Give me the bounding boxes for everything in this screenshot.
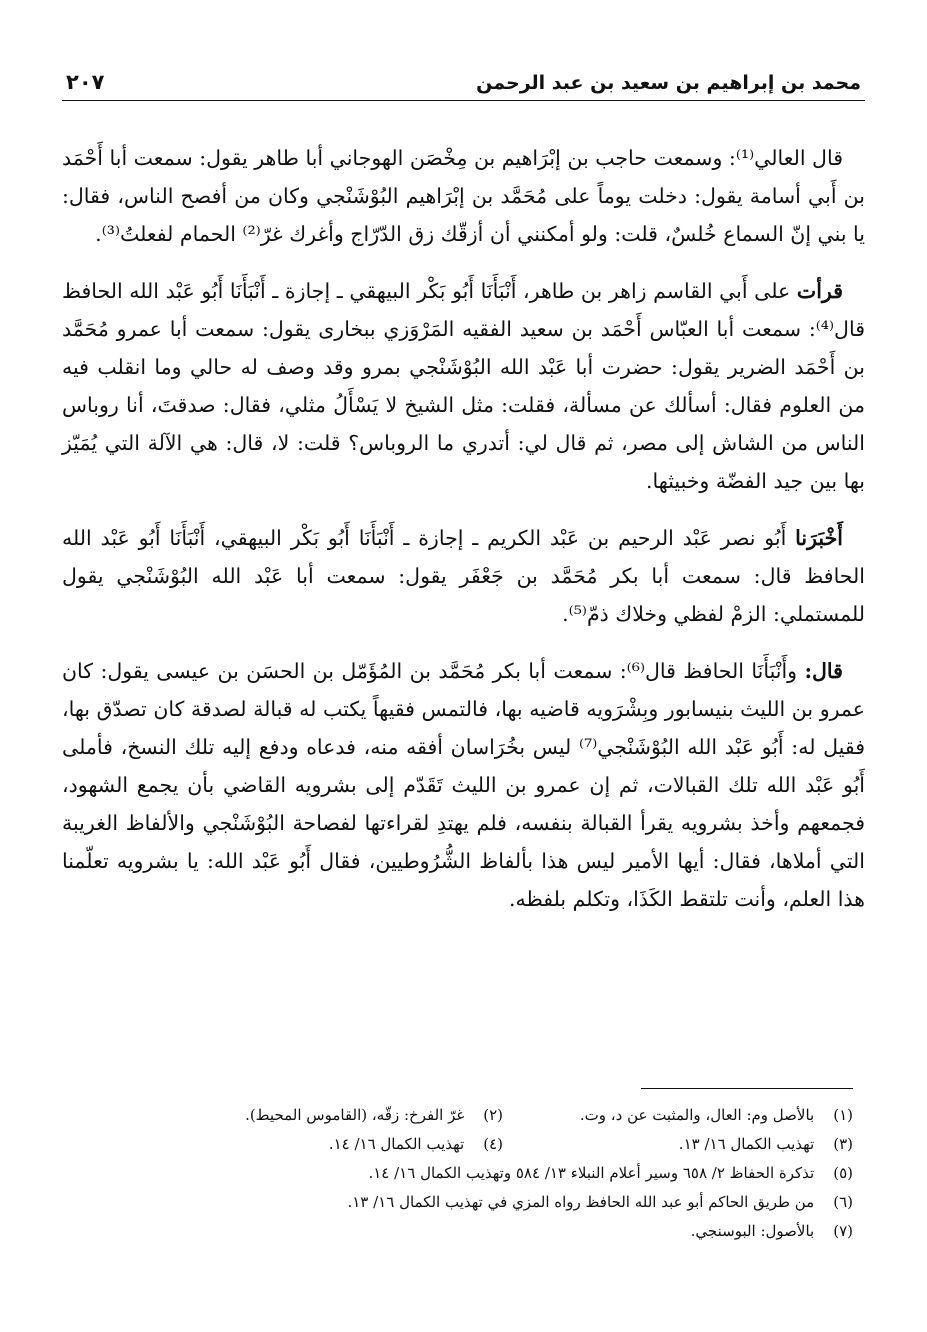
footnote-text: تهذيب الكمال ١٦/ ١٣. [678, 1135, 815, 1153]
footnote-item [62, 1159, 853, 1188]
paragraph [62, 519, 865, 633]
footnote-divider [641, 1088, 853, 1089]
footnote-item [513, 1130, 853, 1159]
footnote-number: (٧) [833, 1222, 853, 1240]
footnote-text: بالأصول: البوسنجي. [690, 1222, 815, 1240]
footnote-text: غرّ الفرخ: زقّه، (القاموس المحيط). [245, 1106, 465, 1124]
footnote-number: (٢) [483, 1106, 503, 1124]
main-text [62, 139, 865, 918]
page-number: ٢٠٧ [66, 70, 105, 94]
paragraph [62, 139, 865, 253]
running-header [62, 56, 865, 101]
footnote-number: (٦) [833, 1193, 853, 1211]
footnote-divider-wrap [62, 1088, 865, 1101]
paragraph-lead: أَخْبَرَنا [795, 526, 843, 550]
footnote-number: (٥) [833, 1164, 853, 1182]
paragraph-text: على أَبي القاسم زاهر بن طاهر، أَنْبَأَنَا أَبُو بَكْر البيهقي ـ إجازة ـ أَنْبَأَنَا أَبُو عَبْد الله الحافظ قال⁽⁴⁾: سمعت أبا العبّاس أَحْمَد بن سعيد الفقيه المَرْوَزي ببخارى يقول: سمعت أبا عمرو مُحَمَّد بن أَحْمَد الضرير يقول: حضرت أبا عَبْد الله البُوْشَنْجي بمرو وقد وصف له حالي وما انقلب فيه من العلوم فقال: أسألك عن مسألة، فقلت: مثل الشيخ لا يَسْأَلُ مثلي، فقال: صدقتَ، أنا روباس الناس من الشاش إلى مصر، ثم قال لي: أتدري ما الروباس؟ قلت: لا، قال: هي الآلة التي يُمَيّز بها بين جيد الفضّة وخبيثها. [62, 279, 865, 493]
footnote-item [62, 1188, 853, 1217]
paragraph-text: وأَنْبَأَنَا الحافظ قال⁽⁶⁾: سمعت أبا بكر مُحَمَّد بن المُؤَمّل بن الحسَن بن عيسى يقول: كان عمرو بن الليث بنيسابور وبِشْرَويه قاضيه بها، فالتمس فقيهاً يكتب له قبالة لصدقة كان تصدّق بها، فقيل له: أَبُو عَبْد الله البُوْشَنْجي⁽⁷⁾ ليس بخُرَاسان أفقه منه، فدعاه ودفع إليه تلك النسخ، فأملى أَبُو عَبْد الله تلك القبالات، ثم إن عمرو بن الليث تَقَدّم إلى بشرويه القاضي بأن يجمع الشهود، فجمعهم وأخذ بشرويه يقرأ القبالة بنفسه، فلم يهتدِ لقراءتها لفصاحة البُوْشَنْجي والألفاظ الغريبة التي أملاها، فقال: أيها الأمير ليس هذا بألفاظ الشُّرُوطيين، فقال أَبُو عَبْد الله: يا بشرويه تعلّمنا هذا العلم، وأنت تلتقط الكَذَا، وتكلم بلفظه. [62, 659, 865, 911]
footnote-text: تهذيب الكمال ١٦/ ١٤. [328, 1135, 465, 1153]
footnote-item [62, 1217, 853, 1246]
footnote-item [62, 1130, 503, 1159]
footnote-text: تذكرة الحفاظ ٢/ ٦٥٨ وسير أعلام النبلاء ١٣/ ٥٨٤ وتهذيب الكمال ١٦/ ١٤. [368, 1164, 815, 1182]
running-title: محمد بن إبراهيم بن سعيد بن عبد الرحمن [476, 72, 861, 94]
paragraph [62, 272, 865, 500]
footnote-number: (٣) [833, 1135, 853, 1153]
paragraph-lead: قال: [804, 659, 843, 683]
paragraph-text: قال العالي⁽¹⁾: وسمعت حاجب بن إبْرَاهيم بن مِخْصَن الهوجاني أبا طاهر يقول: سمعت أبا أَحْمَد بن أَبي أسامة يقول: دخلت يوماً على مُحَمَّد بن إبْرَاهيم البُوْشَنْجي وكان من أفصح الناس، فقال: يا بني إنّ السماع خُلسٌ، قلت: ولو أمكنني أن أزقّك زق الدّرّاج وأغرك غرّ⁽²⁾ الحمام لفعلتُ⁽³⁾. [62, 146, 865, 246]
footnote-number: (١) [833, 1106, 853, 1124]
footnote-text: من طريق الحاكم أبو عبد الله الحافظ رواه المزي في تهذيب الكمال ١٦/ ١٣. [347, 1193, 815, 1211]
paragraph [62, 652, 865, 918]
footnote-text: بالأصل وم: العال، والمثبت عن د، وت. [579, 1106, 815, 1124]
footnote-item [62, 1101, 503, 1130]
footnote-list [62, 1101, 865, 1246]
footnotes [62, 1088, 865, 1246]
book-page [62, 56, 865, 1286]
paragraph-text: أَبُو نصر عَبْد الرحيم بن عَبْد الكريم ـ إجازة ـ أَنْبَأَنَا أَبُو بَكْر البيهقي، أَنْبَأَنَا أَبُو عَبْد الله الحافظ قال: سمعت أبا بكر مُحَمَّد بن جَعْفَر يقول: سمعت أبا عَبْد الله البُوْشَنْجي يقول للمستملي: الزمْ لفظي وخلاك ذمّ⁽⁵⁾. [62, 526, 865, 626]
footnote-number: (٤) [483, 1135, 503, 1153]
paragraph-lead: قرأت [796, 279, 843, 303]
footnote-item [513, 1101, 853, 1130]
